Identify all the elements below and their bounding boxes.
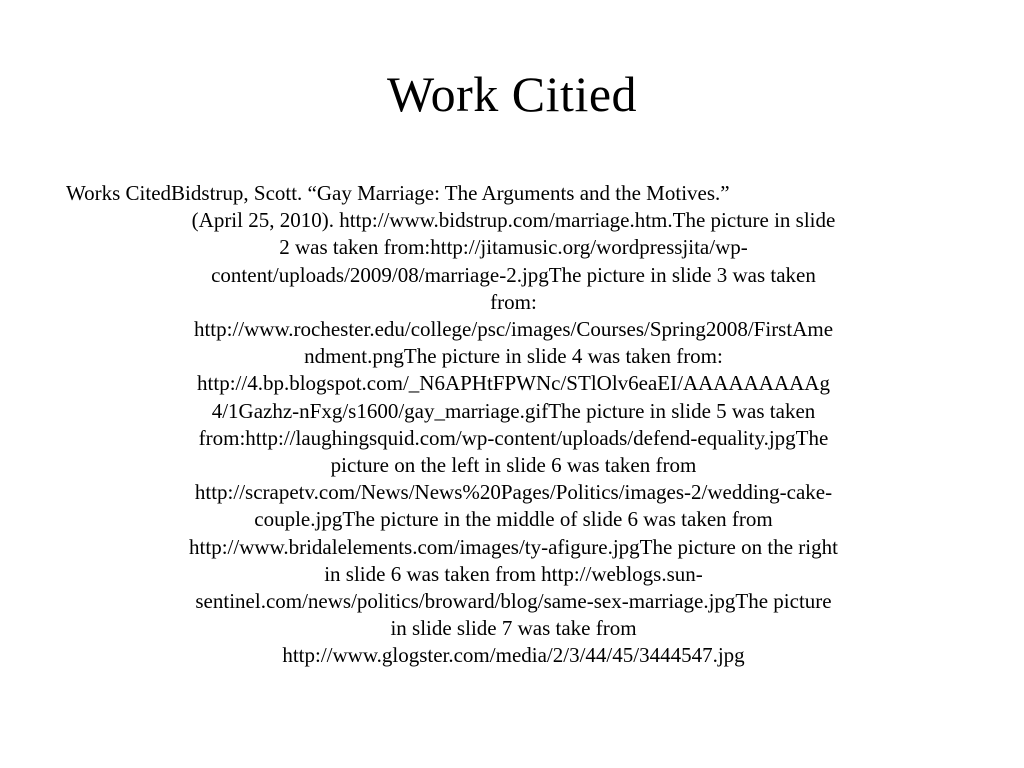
citation-line: 4/1Gazhz-nFxg/s1600/gay_marriage.gifThe picture in slide 5 was taken bbox=[211, 398, 816, 423]
citation-line: http://www.glogster.com/media/2/3/44/45/3444547.jpg bbox=[282, 643, 745, 668]
citation-line: in slide 6 was taken from http://weblogs.sun- bbox=[324, 561, 703, 586]
citation-line: http://www.rochester.edu/college/psc/images/Courses/Spring2008/FirstAme bbox=[193, 317, 834, 342]
citation-line: picture on the left in slide 6 was taken from bbox=[330, 453, 697, 478]
citation-line: content/uploads/2009/08/marriage-2.jpgThe picture in slide 3 was taken bbox=[211, 262, 816, 287]
citation-line: http://4.bp.blogspot.com/_N6APHtFPWNc/STlOlv6eaEI/AAAAAAAAAg bbox=[197, 371, 830, 396]
citation-line: couple.jpgThe picture in the middle of slide 6 was taken from bbox=[254, 507, 773, 532]
citation-line: (April 25, 2010). http://www.bidstrup.com/marriage.htm.The picture in slide bbox=[191, 208, 836, 233]
citation-line: 2 was taken from:http://jitamusic.org/wordpressjita/wp- bbox=[279, 235, 748, 260]
citation-line: from:http://laughingsquid.com/wp-content/uploads/defend-equality.jpgThe bbox=[198, 425, 829, 450]
citation-line: from: bbox=[490, 289, 537, 314]
citation-line: Works CitedBidstrup, Scott. “Gay Marriage: The Arguments and the Motives.” bbox=[66, 181, 730, 205]
citation-line: in slide slide 7 was take from bbox=[390, 616, 637, 641]
citation-line: sentinel.com/news/politics/broward/blog/same-sex-marriage.jpgThe picture bbox=[195, 589, 832, 614]
slide-title: Work Citied bbox=[386, 66, 638, 122]
citation-line: http://scrapetv.com/News/News%20Pages/Politics/images-2/wedding-cake- bbox=[194, 480, 833, 505]
citation-line: http://www.bridalelements.com/images/ty-afigure.jpgThe picture on the right bbox=[189, 534, 838, 559]
citation-paragraph bbox=[66, 180, 961, 670]
citation-line: ndment.pngThe picture in slide 4 was taken from: bbox=[304, 344, 723, 369]
